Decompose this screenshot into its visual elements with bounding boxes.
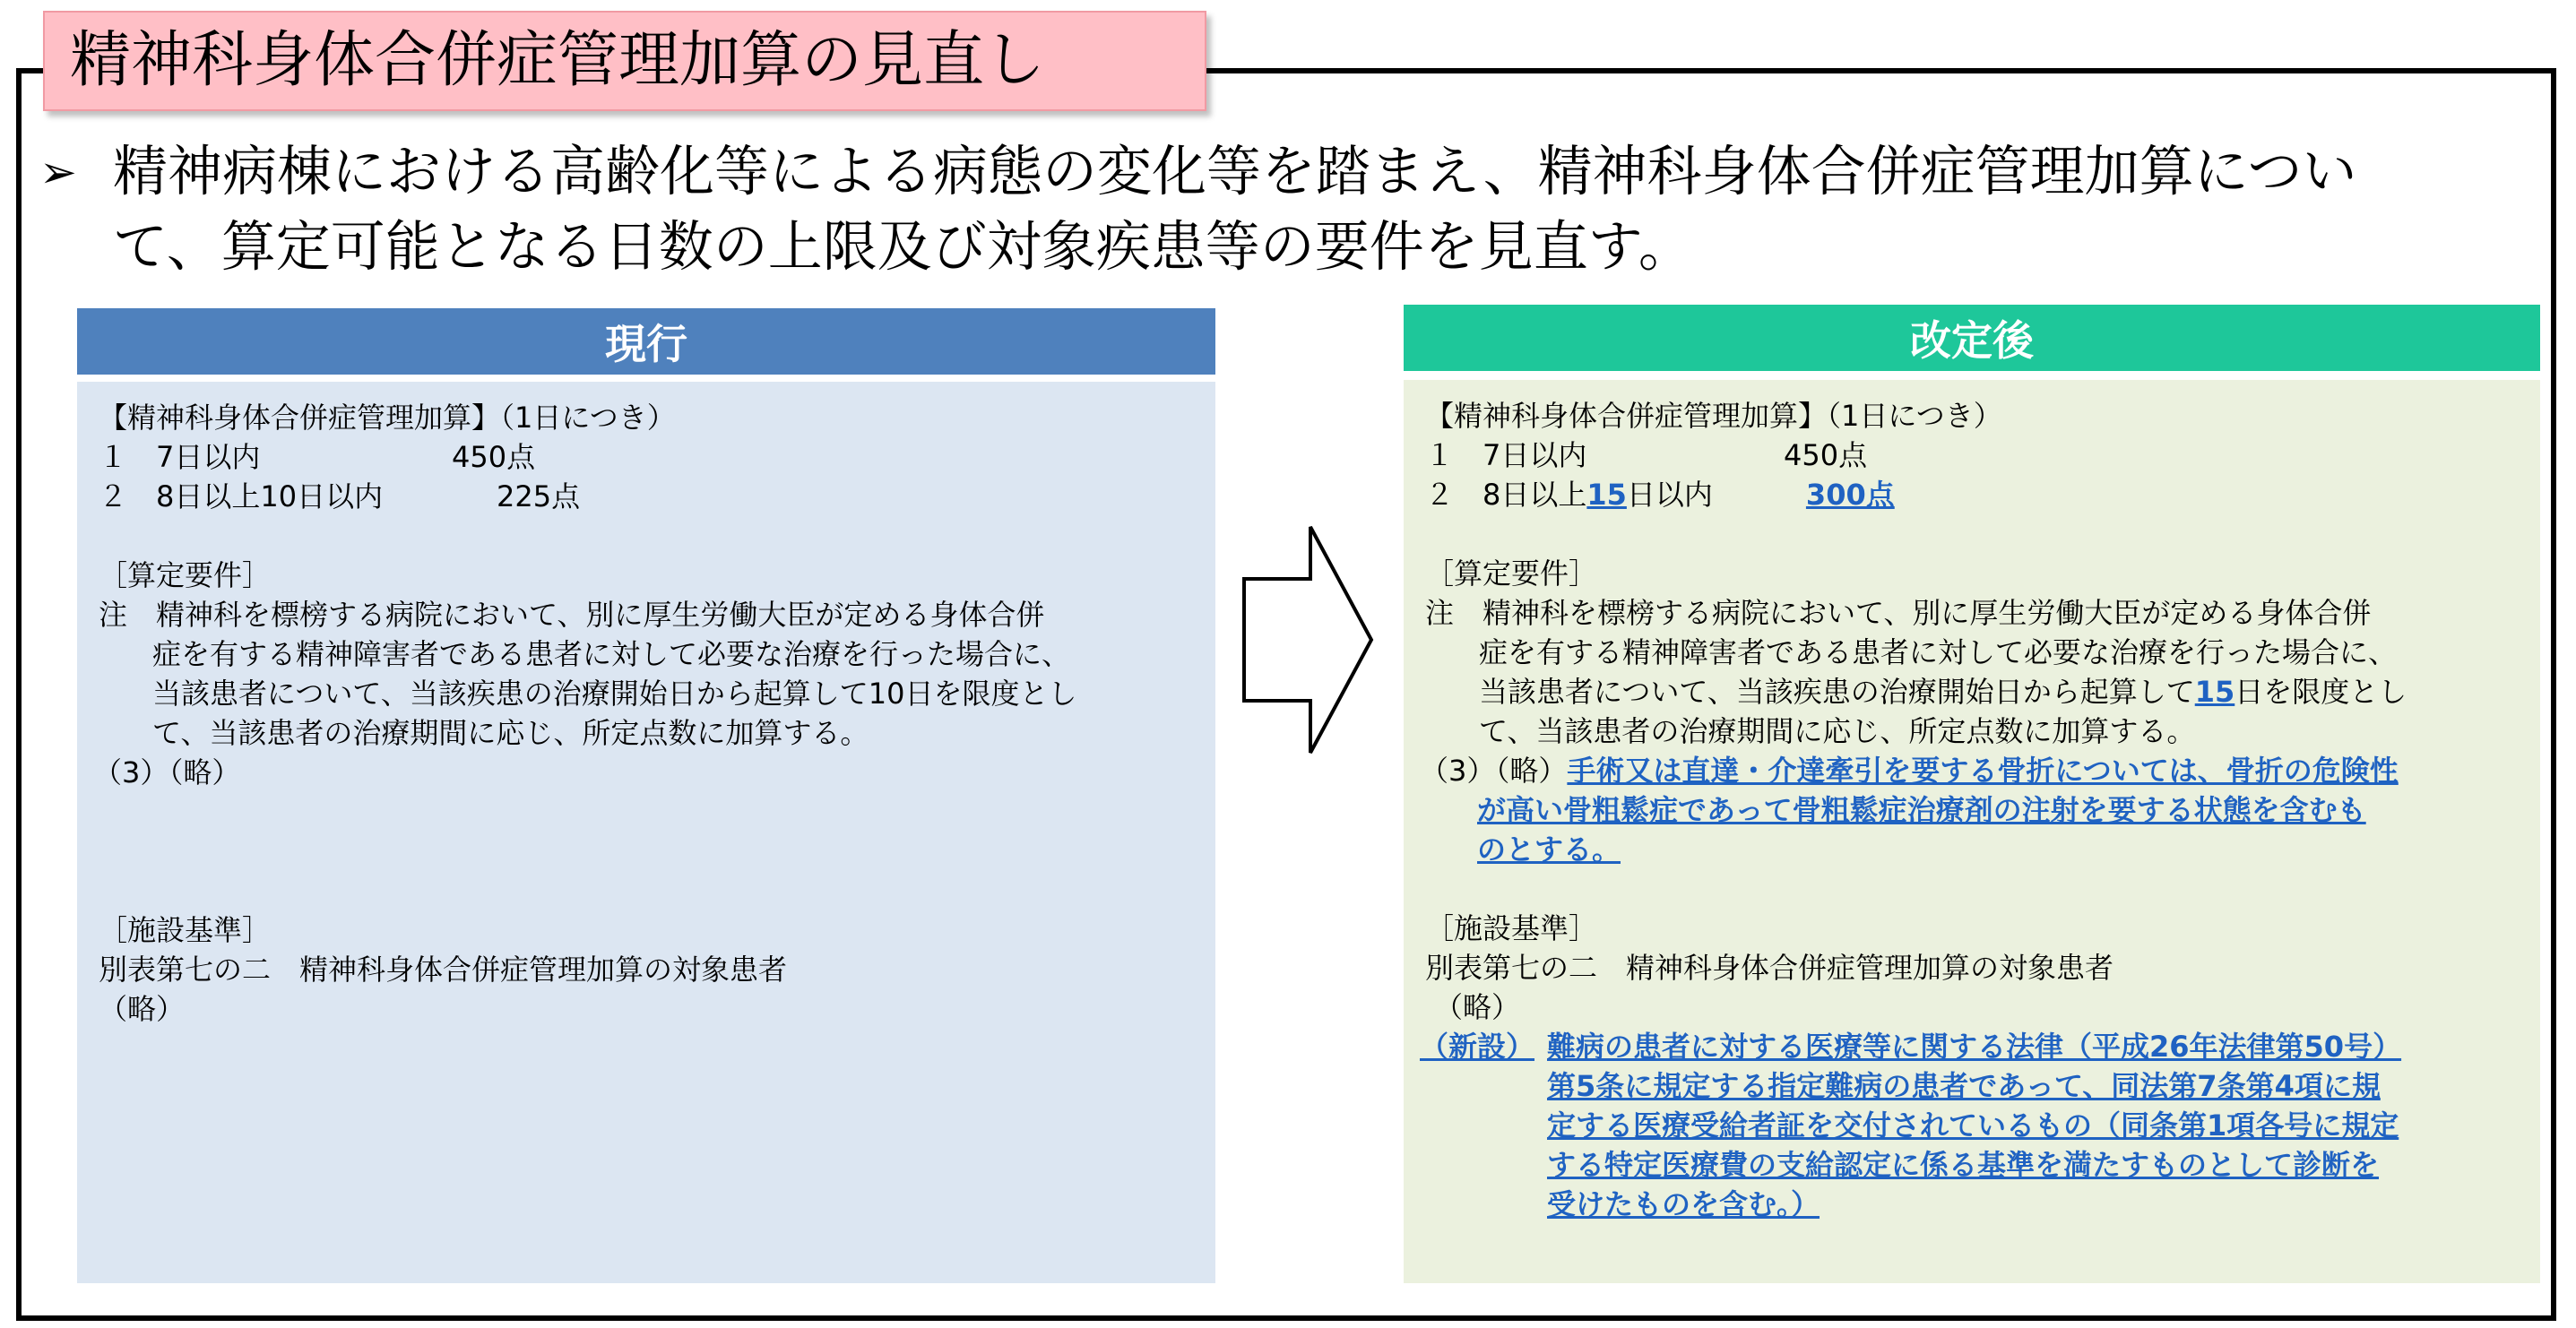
current-heading: 【精神科身体合併症管理加算】（1日につき） bbox=[99, 401, 676, 435]
revised-facility-omit: （略） bbox=[1434, 990, 1521, 1024]
revised-note-line-3-days: 15 bbox=[2194, 675, 2235, 709]
revised-item-3-prefix: （3）（略） bbox=[1420, 754, 1568, 788]
current-item-2-label: ２ 8日以上10日以内 bbox=[99, 479, 384, 513]
current-facility-omit: （略） bbox=[99, 992, 186, 1026]
current-facility-line: 別表第七の二 精神科身体合併症管理加算の対象患者 bbox=[99, 953, 788, 987]
right-arrow-icon bbox=[1240, 523, 1375, 756]
revised-panel bbox=[1404, 380, 2540, 1283]
current-panel bbox=[77, 382, 1215, 1283]
revised-note-line-4: て、当該患者の治療期間に応じ、所定点数に加算する。 bbox=[1479, 714, 2196, 748]
revised-new-line-4: する特定医療費の支給認定に係る基準を満たすものとして診断を bbox=[1547, 1148, 2380, 1182]
revised-new-line-5: 受けたものを含む。） bbox=[1547, 1187, 1820, 1221]
revised-item-3-new-line-3: のとする。 bbox=[1477, 832, 1621, 867]
revised-new-line-3: 定する医療受給者証を交付されているもの（同条第1項各号に規定 bbox=[1547, 1108, 2399, 1143]
revised-item-3-new-line-1: 手術又は直達・介達牽引を要する骨折については、骨折の危険性 bbox=[1567, 754, 2399, 788]
revised-note-line-1: 注 精神科を標榜する病院において、別に厚生労働大臣が定める身体合併 bbox=[1425, 596, 2372, 630]
current-item-2-points: 225点 bbox=[497, 479, 581, 513]
revised-note-line-3-prefix: 当該患者について、当該疾患の治療開始日から起算して bbox=[1479, 675, 2195, 709]
revised-note-line-3-suffix: 日を限度とし bbox=[2235, 675, 2407, 709]
revised-new-line-1-row bbox=[1420, 1027, 2519, 1066]
revised-header: 改定後 bbox=[1404, 305, 2540, 371]
current-facility-heading: ［施設基準］ bbox=[99, 913, 272, 947]
revised-item-3-line-3-row bbox=[1425, 830, 2519, 869]
revised-heading: 【精神科身体合併症管理加算】（1日につき） bbox=[1425, 399, 2002, 433]
arrow-bullet-icon: ➢ bbox=[39, 146, 77, 198]
current-item-1-points: 450点 bbox=[452, 440, 536, 474]
summary-line-2: て、算定可能となる日数の上限及び対象疾患等の要件を見直す。 bbox=[113, 215, 1693, 279]
revised-item-2-prefix: ２ 8日以上 bbox=[1425, 478, 1587, 512]
revised-facility-heading: ［施設基準］ bbox=[1425, 911, 1598, 945]
current-note-line-4: て、当該患者の治療期間に応じ、所定点数に加算する。 bbox=[152, 716, 869, 750]
revised-item-3-line-2-row bbox=[1425, 790, 2519, 830]
revised-item-1-label: １ 7日以内 bbox=[1425, 438, 1587, 472]
revised-new-line-2-row bbox=[1425, 1066, 2519, 1106]
revised-item-3-new-line-2: が高い骨粗鬆症であって骨粗鬆症治療剤の注射を要する状態を含むも bbox=[1477, 793, 2366, 827]
current-note-line-2: 症を有する精神障害者である患者に対して必要な治療を行った場合に、 bbox=[152, 637, 1071, 671]
revised-item-1-points: 450点 bbox=[1784, 438, 1868, 472]
current-header: 現行 bbox=[77, 308, 1215, 375]
revised-note-line-3 bbox=[1425, 672, 2519, 711]
revised-new-label: （新設） bbox=[1420, 1030, 1535, 1064]
revised-req-heading: ［算定要件］ bbox=[1425, 556, 1598, 591]
revised-item-2-suffix: 日以内 bbox=[1626, 478, 1713, 512]
revised-item-2 bbox=[1425, 475, 2519, 514]
revised-new-line-4-row bbox=[1425, 1145, 2519, 1185]
revised-item-2-points: 300点 bbox=[1805, 478, 1895, 512]
current-item-2 bbox=[99, 477, 1194, 516]
page-title: 精神科身体合併症管理加算の見直し bbox=[43, 11, 1206, 111]
current-item-1-label: １ 7日以内 bbox=[99, 440, 261, 474]
current-note-line-3: 当該患者について、当該疾患の治療開始日から起算して10日を限度とし bbox=[152, 677, 1077, 711]
revised-item-3 bbox=[1420, 751, 2519, 790]
current-item-1 bbox=[99, 437, 1194, 477]
revised-new-line-3-row bbox=[1425, 1106, 2519, 1145]
revised-facility-line: 別表第七の二 精神科身体合併症管理加算の対象患者 bbox=[1425, 951, 2114, 985]
summary-bullet bbox=[39, 134, 2540, 285]
revised-item-1 bbox=[1425, 435, 2519, 475]
current-item-3: （3）（略） bbox=[93, 755, 241, 789]
revised-item-2-new-days: 15 bbox=[1586, 478, 1627, 512]
revised-new-line-1: 難病の患者に対する医療等に関する法律（平成26年法律第50号） bbox=[1547, 1030, 2402, 1064]
revised-new-line-5-row bbox=[1425, 1185, 2519, 1224]
revised-new-line-2: 第5条に規定する指定難病の患者であって、同法第7条第4項に規 bbox=[1547, 1069, 2381, 1103]
current-req-heading: ［算定要件］ bbox=[99, 558, 272, 592]
revised-note-line-2: 症を有する精神障害者である患者に対して必要な治療を行った場合に、 bbox=[1479, 635, 2398, 669]
summary-line-1: 精神病棟における高齢化等による病態の変化等を踏まえ、精神科身体合併症管理加算につい bbox=[113, 140, 2357, 203]
current-note-line-1: 注 精神科を標榜する病院において、別に厚生労働大臣が定める身体合併 bbox=[99, 598, 1045, 632]
